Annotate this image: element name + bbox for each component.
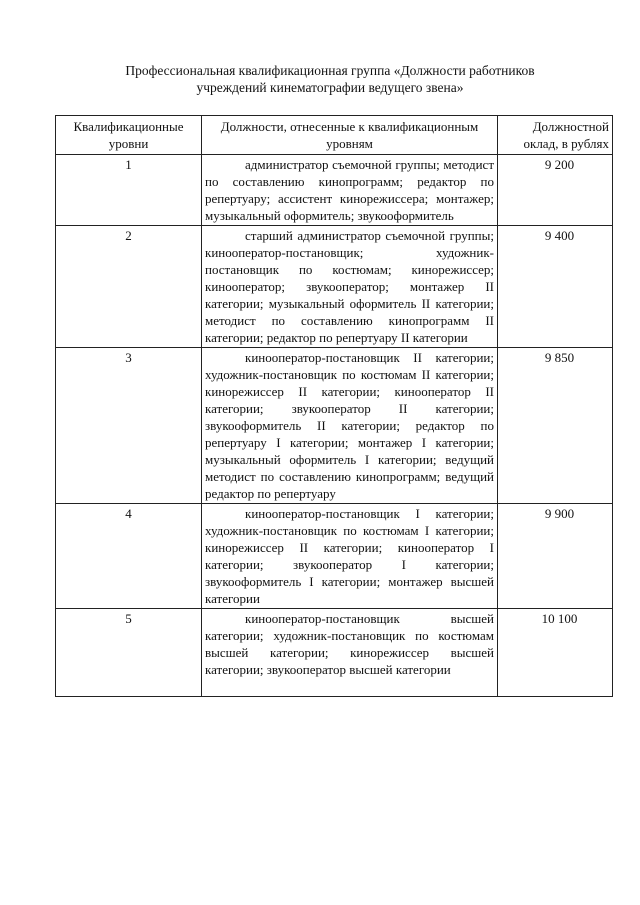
row-salary: 10 100: [498, 609, 613, 697]
row-positions: кинооператор-постановщик II категории; художник-постановщик по костюмам II категории; кинорежиссер II категории; кинооператор II категории; звукооператор II категории; звукооформитель II категории; редактор по репертуару I категории; монтажер I категории; музыкальный оформитель I категории; ведущий методист по составлению кинопрограмм; ведущий редактор по репертуару: [202, 348, 498, 504]
document-title: [60, 62, 600, 96]
table-row: [56, 348, 613, 504]
row-level: 4: [56, 504, 202, 609]
table-row: [56, 504, 613, 609]
row-level: 5: [56, 609, 202, 697]
row-salary: 9 400: [498, 226, 613, 348]
row-level: 2: [56, 226, 202, 348]
header-positions: Должности, отнесенные к квалификационным уровням: [202, 116, 498, 155]
row-salary: 9 850: [498, 348, 613, 504]
table-row: [56, 155, 613, 226]
title-line-2: учреждений кинематографии ведущего звена»: [196, 80, 464, 95]
header-salary: Должностной оклад, в рублях: [498, 116, 613, 155]
row-positions: кинооператор-постановщик высшей категории; художник-постановщик по костюмам высшей категории; кинорежиссер высшей категории; звукооператор высшей категории: [202, 609, 498, 697]
row-level: 3: [56, 348, 202, 504]
row-level: 1: [56, 155, 202, 226]
table-row: [56, 609, 613, 697]
table-header-row: [56, 116, 613, 155]
row-positions: кинооператор-постановщик I категории; художник-постановщик по костюмам I категории; кинорежиссер II категории; кинооператор I категории; звукооператор I категории; звукооформитель I категории; монтажер высшей категории: [202, 504, 498, 609]
row-salary: 9 900: [498, 504, 613, 609]
salary-table: [55, 115, 613, 697]
row-positions: администратор съемочной группы; методист по составлению кинопрограмм; редактор по репертуару; ассистент кинорежиссера; монтажер; музыкальный оформитель; звукооформитель: [202, 155, 498, 226]
row-salary: 9 200: [498, 155, 613, 226]
table-row: [56, 226, 613, 348]
title-line-1: Профессиональная квалификационная группа «Должности работников: [125, 63, 535, 78]
row-positions: старший администратор съемочной группы; кинооператор-постановщик; художник-постановщик по костюмам; кинорежиссер; кинооператор; звукооператор; монтажер II категории; музыкальный оформитель II категории; методист по составлению кинопрограмм II категории; редактор по репертуару II категории: [202, 226, 498, 348]
header-qualification-levels: Квалификационные уровни: [56, 116, 202, 155]
